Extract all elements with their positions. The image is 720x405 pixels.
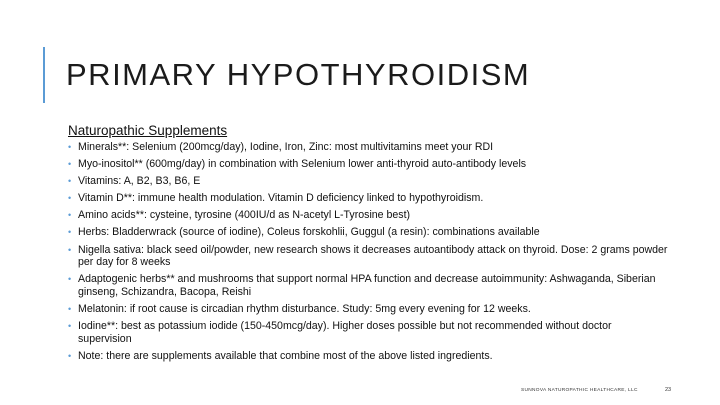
bullet-item [68, 273, 668, 298]
bullet-text: Vitamin D**: immune health modulation. Vitamin D deficiency linked to hypothyroidism. [78, 192, 484, 205]
bullet-item [68, 320, 668, 345]
bullet-text: Note: there are supplements available that combine most of the above listed ingredients. [78, 350, 493, 363]
bullet-text: Vitamins: A, B2, B3, B6, E [78, 175, 201, 188]
bullet-dot-icon: • [68, 274, 72, 285]
bullet-text: Nigella sativa: black seed oil/powder, new research shows it decreases autoantibody attack on thyroid. Dose: 2 grams powder per day for 8 weeks [78, 243, 668, 269]
bullet-list [68, 141, 668, 363]
slide-title: PRIMARY HYPOTHYROIDISM [66, 57, 531, 92]
bullet-item [68, 209, 668, 222]
bullet-text: Amino acids**: cysteine, tyrosine (400IU/d as N-acetyl L-Tyrosine best) [78, 209, 411, 222]
bullet-text: Myo-inositol** (600mg/day) in combination with Selenium lower anti-thyroid auto-antibody levels [78, 158, 527, 171]
bullet-item [68, 244, 668, 269]
bullet-text: Adaptogenic herbs** and mushrooms that support normal HPA function and decrease autoimmunity: Ashwaganda, Siberian ginseng, Schizandra, Bacopa, Reishi [78, 273, 656, 299]
bullet-dot-icon: • [68, 304, 72, 315]
bullet-item [68, 303, 668, 316]
page-number: 23 [665, 387, 672, 393]
bullet-dot-icon: • [68, 176, 72, 187]
bullet-item [68, 141, 668, 154]
slide-content [68, 123, 668, 367]
bullet-item [68, 192, 668, 205]
bullet-item [68, 226, 668, 239]
bullet-item [68, 158, 668, 171]
bullet-dot-icon: • [68, 351, 72, 362]
bullet-text: Herbs: Bladderwrack (source of iodine), Coleus forskohlii, Guggul (a resin): combinations available [78, 226, 540, 239]
section-subtitle: Naturopathic Supplements [68, 123, 228, 138]
bullet-dot-icon: • [68, 244, 72, 255]
bullet-dot-icon: • [68, 210, 72, 221]
bullet-text: Iodine**: best as potassium iodide (150-450mcg/day). Higher doses possible but not recommended without doctor supervision [78, 320, 612, 345]
bullet-dot-icon: • [68, 321, 72, 332]
bullet-text: Minerals**: Selenium (200mcg/day), Iodine, Iron, Zinc: most multivitamins meet your RDI [78, 141, 494, 153]
bullet-text: Melatonin: if root cause is circadian rhythm disturbance. Study: 5mg every evening for 12 weeks. [78, 303, 531, 316]
bullet-dot-icon: • [68, 159, 72, 170]
bullet-dot-icon: • [68, 142, 72, 152]
bullet-dot-icon: • [68, 227, 72, 238]
footer-organization: SUNNOVA NATUROPATHIC HEALTHCARE, LLC [521, 388, 638, 393]
bullet-item [68, 350, 668, 363]
title-accent-bar [43, 47, 45, 103]
bullet-item [68, 175, 668, 188]
bullet-dot-icon: • [68, 193, 72, 204]
